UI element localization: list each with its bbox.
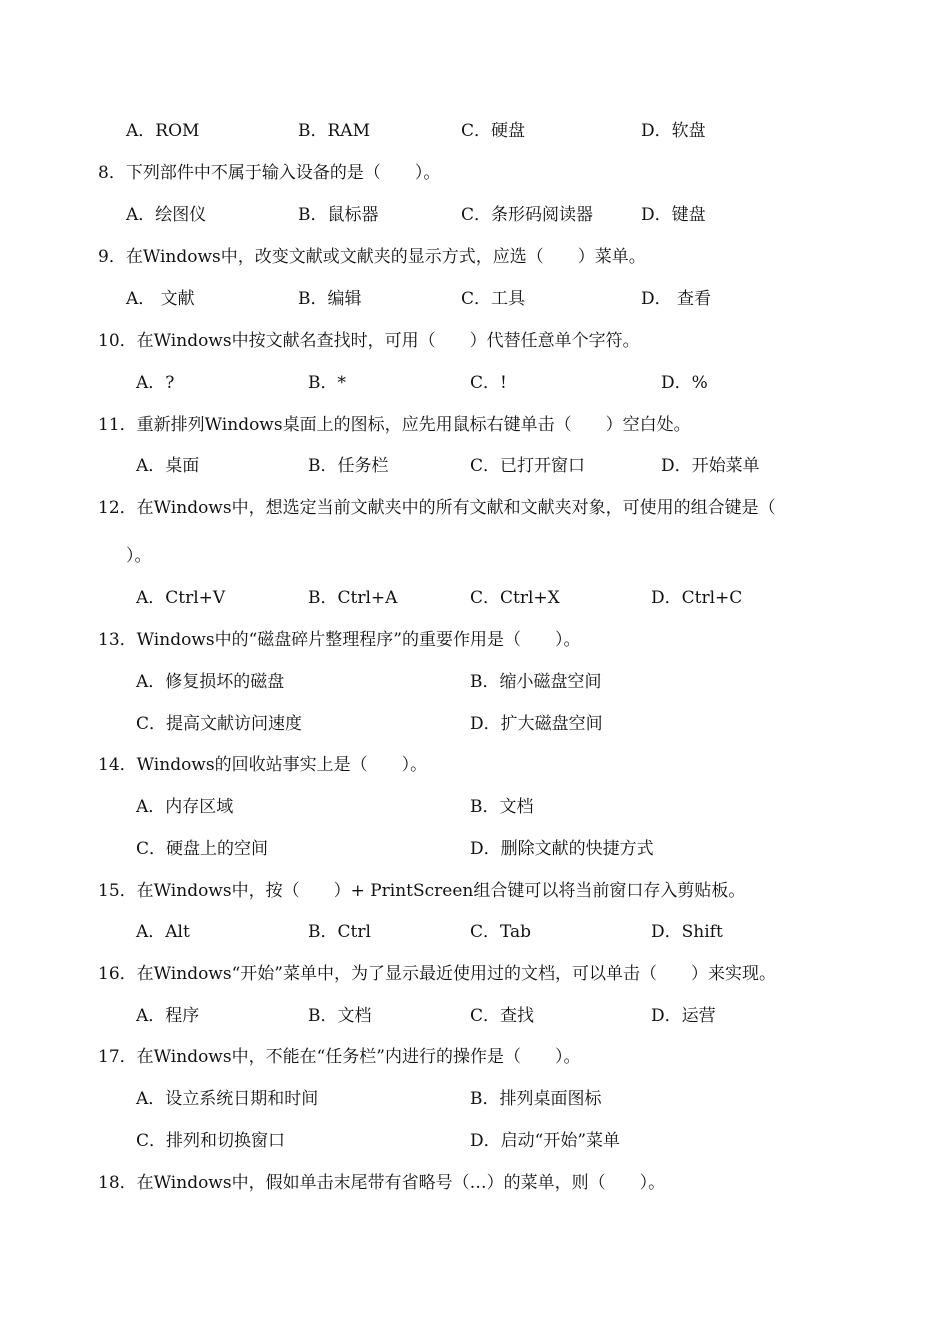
- q14-option-a: A．内存区域: [136, 797, 234, 817]
- q13-option-a: A．修复损坏的磁盘: [136, 672, 285, 692]
- q17-option-d: D．启动“开始”菜单: [470, 1131, 621, 1151]
- q12-option-d: D．Ctrl+C: [651, 588, 743, 608]
- q9-option-d: D． 查看: [641, 289, 712, 309]
- q18-stem: 18．在Windows中，假如单击末尾带有省略号（…）的菜单，则（ ）。: [98, 1173, 666, 1193]
- q12-stem-continued: ）。: [126, 546, 152, 566]
- q10-option-d: D．%: [661, 373, 708, 393]
- q11-stem: 11．重新排列Windows桌面上的图标，应先用鼠标右键单击（ ）空白处。: [98, 415, 691, 435]
- q11-option-d: D．开始菜单: [661, 456, 760, 476]
- q12-option-b: B．Ctrl+A: [308, 588, 398, 608]
- q8-option-b: B．鼠标器: [298, 205, 379, 225]
- q15-option-b: B．Ctrl: [308, 922, 371, 942]
- q8-option-d: D．键盘: [641, 205, 706, 225]
- q7-option-b: B．RAM: [298, 121, 370, 141]
- q8-option-a: A．绘图仪: [126, 205, 207, 225]
- q17-option-b: B．排列桌面图标: [470, 1089, 602, 1109]
- q8-option-c: C．条形码阅读器: [461, 205, 594, 225]
- q15-option-d: D．Shift: [651, 922, 723, 942]
- q15-stem: 15．在Windows中，按（ ）+ PrintScreen组合键可以将当前窗口存入剪贴板。: [98, 881, 746, 901]
- q17-stem: 17．在Windows中，不能在“任务栏”内进行的操作是（ ）。: [98, 1047, 581, 1067]
- q10-option-a: A．?: [136, 373, 175, 393]
- q9-option-a: A． 文献: [126, 289, 195, 309]
- q17-option-c: C．排列和切换窗口: [136, 1131, 286, 1151]
- q10-stem: 10．在Windows中按文献名查找时，可用（ ）代替任意单个字符。: [98, 331, 640, 351]
- q15-option-a: A．Alt: [136, 922, 190, 942]
- q14-option-c: C．硬盘上的空间: [136, 839, 269, 859]
- q9-option-c: C．工具: [461, 289, 526, 309]
- q13-stem: 13．Windows中的“磁盘碎片整理程序”的重要作用是（ ）。: [98, 630, 581, 650]
- q13-option-b: B．缩小磁盘空间: [470, 672, 602, 692]
- q15-option-c: C．Tab: [470, 922, 532, 942]
- q11-option-a: A．桌面: [136, 456, 200, 476]
- q12-stem: 12．在Windows中，想选定当前文献夹中的所有文献和文献夹对象，可使用的组合键是（: [98, 498, 776, 518]
- q14-option-b: B．文档: [470, 797, 534, 817]
- q16-option-a: A．程序: [136, 1006, 200, 1026]
- q16-option-d: D．运营: [651, 1006, 716, 1026]
- q9-option-b: B．编辑: [298, 289, 362, 309]
- q14-option-d: D．删除文献的快捷方式: [470, 839, 654, 859]
- q16-option-c: C．查找: [470, 1006, 535, 1026]
- q13-option-c: C．提高文献访问速度: [136, 714, 303, 734]
- q11-option-c: C．已打开窗口: [470, 456, 586, 476]
- q16-stem: 16．在Windows“开始”菜单中，为了显示最近使用过的文档，可以单击（ ）来实现。: [98, 964, 776, 984]
- q17-option-a: A．设立系统日期和时间: [136, 1089, 319, 1109]
- q7-option-c: C．硬盘: [461, 121, 526, 141]
- q7-option-d: D．软盘: [641, 121, 706, 141]
- q8-stem: 8．下列部件中不属于输入设备的是（ ）。: [98, 163, 441, 183]
- q13-option-d: D．扩大磁盘空间: [470, 714, 603, 734]
- q11-option-b: B．任务栏: [308, 456, 389, 476]
- q12-option-c: C．Ctrl+X: [470, 588, 560, 608]
- q7-option-a: A．ROM: [126, 121, 200, 141]
- q10-option-b: B．*: [308, 373, 346, 393]
- q9-stem: 9．在Windows中，改变文献或文献夹的显示方式，应选（ ）菜单。: [98, 247, 646, 267]
- q10-option-c: C．!: [470, 373, 507, 393]
- q14-stem: 14．Windows的回收站事实上是（ ）。: [98, 755, 428, 775]
- q16-option-b: B．文档: [308, 1006, 372, 1026]
- q12-option-a: A．Ctrl+V: [136, 588, 226, 608]
